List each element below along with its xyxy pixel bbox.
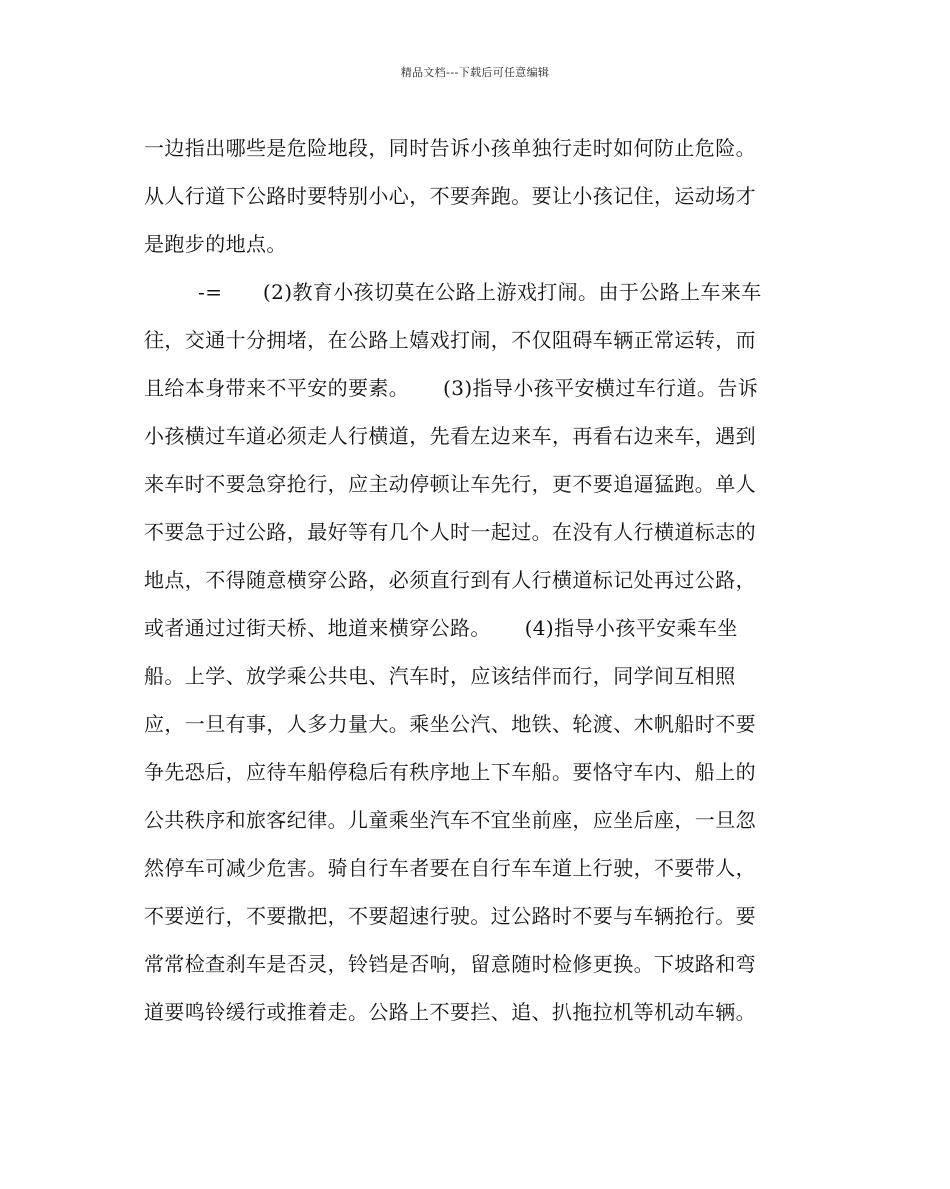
text-line: 然停车可减少危害。骑自行车者要在自行车车道上行驶，不要带人， (144, 856, 756, 880)
text-line: 常常检查刹车是否灵，铃铛是否响，留意随时检修更换。下坡路和弯 (144, 952, 756, 976)
text-line: 小孩横过车道必须走人行横道，先看左边来车，再看右边来车，遇到 (144, 424, 756, 448)
text-line: 道要鸣铃缓行或推着走。公路上不要拦、追、扒拖拉机等机动车辆。 (144, 1000, 756, 1024)
text-line: 地点，不得随意横穿公路，必须直行到有人行横道标记处再过公路， (144, 568, 756, 592)
text-line: 且给本身带来不平安的要素。 (3)指导小孩平安横过车行道。告诉 (144, 376, 759, 400)
text-line: 来车时不要急穿抢行，应主动停顿让车先行，更不要追逼猛跑。单人 (144, 472, 756, 496)
text-line: 从人行道下公路时要特别小心，不要奔跑。要让小孩记住，运动场才 (144, 184, 756, 208)
text-line: 争先恐后，应待车船停稳后有秩序地上下车船。要恪守车内、船上的 (144, 760, 756, 784)
text-line: 一边指出哪些是危险地段，同时告诉小孩单独行走时如何防止危险。 (144, 136, 756, 160)
text-line: 公共秩序和旅客纪律。儿童乘坐汽车不宜坐前座，应坐后座，一旦忽 (144, 808, 756, 832)
document-body (144, 128, 824, 1040)
text-line: 不要逆行，不要撒把，不要超速行驶。过公路时不要与车辆抢行。要 (144, 904, 756, 928)
text-line: 或者通过过街天桥、地道来横穿公路。 (4)指导小孩平安乘车坐 (144, 616, 738, 640)
text-line: 是跑步的地点。 (144, 232, 287, 256)
text-line: 不要急于过公路，最好等有几个人时一起过。在没有人行横道标志的 (144, 520, 756, 544)
text-line: 船。上学、放学乘公共电、汽车时，应该结伴而行，同学间互相照 (144, 664, 736, 688)
text-line: 应，一旦有事，人多力量大。乘坐公汽、地铁、轮渡、木帆船时不要 (144, 712, 756, 736)
page-header: 精品文档---下载后可任意编辑 (400, 66, 550, 79)
text-line: 往，交通十分拥堵，在公路上嬉戏打闹，不仅阻碍车辆正常运转，而 (144, 328, 756, 352)
text-line: -= (2)教育小孩切莫在公路上游戏打闹。由于公路上车来车 (144, 280, 762, 304)
